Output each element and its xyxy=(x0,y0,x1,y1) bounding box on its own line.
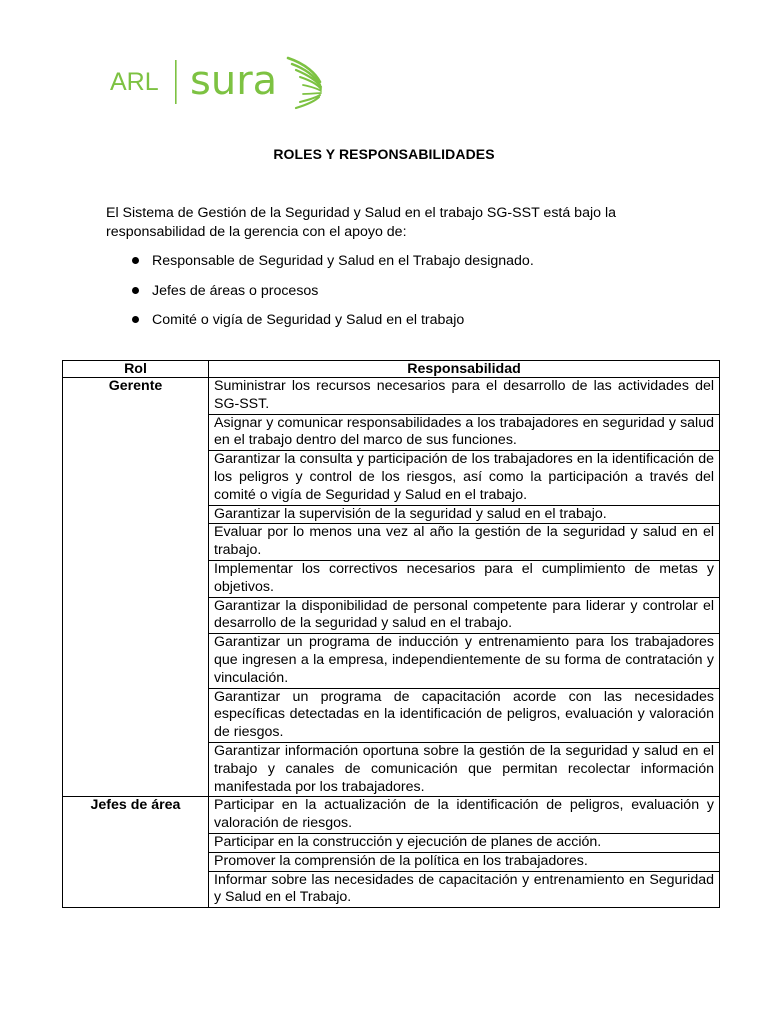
responsibility-cell: Participar en la construcción y ejecución de planes de acción. xyxy=(209,833,720,852)
list-item-text: Responsable de Seguridad y Salud en el Trabajo designado. xyxy=(152,253,534,269)
responsibility-cell: Garantizar la supervisión de la seguridad y salud en el trabajo. xyxy=(209,505,720,524)
responsibility-cell: Garantizar información oportuna sobre la gestión de la seguridad y salud en el trabajo y canales de comunicación que permitan recolectar información manifestada por los trabajadores. xyxy=(209,742,720,796)
responsibility-cell: Evaluar por lo menos una vez al año la gestión de la seguridad y salud en el trabajo. xyxy=(209,524,720,561)
list-item xyxy=(106,311,534,341)
rol-gerente: Gerente xyxy=(63,378,209,797)
support-list xyxy=(106,252,534,341)
intro-paragraph: El Sistema de Gestión de la Seguridad y Salud en el trabajo SG-SST está bajo la responsabilidad de la gerencia con el apoyo de: xyxy=(106,205,616,240)
arl-sura-logo xyxy=(110,50,330,112)
responsibility-cell: Suministrar los recursos necesarios para el desarrollo de las actividades del SG-SST. xyxy=(209,378,720,415)
table-header-row xyxy=(63,361,720,378)
list-item-text: Comité o vigía de Seguridad y Salud en el trabajo xyxy=(152,312,465,328)
responsibility-cell: Implementar los correctivos necesarios para el cumplimiento de metas y objetivos. xyxy=(209,560,720,597)
rol-jefes-de-area: Jefes de área xyxy=(63,797,209,908)
table-row xyxy=(63,797,720,834)
responsibility-cell: Participar en la actualización de la identificación de peligros, evaluación y valoración de riesgos. xyxy=(209,797,720,834)
table-row xyxy=(63,378,720,415)
list-item xyxy=(106,252,534,282)
logo-arl-text: ARL xyxy=(110,68,159,96)
page-title: ROLES Y RESPONSABILIDADES xyxy=(273,146,495,162)
logo-sura-text: sura xyxy=(190,58,278,104)
responsibility-cell: Informar sobre las necesidades de capacitación y entrenamiento en Seguridad y Salud en el Trabajo. xyxy=(209,871,720,908)
header-responsabilidad: Responsabilidad xyxy=(209,361,720,378)
responsibility-cell: Garantizar la disponibilidad de personal competente para liderar y controlar el desarrollo de la seguridad y salud en el trabajo. xyxy=(209,597,720,634)
responsibility-cell: Promover la comprensión de la política en los trabajadores. xyxy=(209,852,720,871)
bullet-icon xyxy=(132,287,139,294)
logo-swoosh-icon xyxy=(288,58,321,108)
responsibility-cell: Garantizar un programa de inducción y entrenamiento para los trabajadores que ingresen a la empresa, independientemente de su forma de contratación y vinculación. xyxy=(209,634,720,688)
roles-table xyxy=(62,360,720,908)
header-rol: Rol xyxy=(63,361,209,378)
logo-divider xyxy=(175,60,177,104)
list-item xyxy=(106,282,534,312)
list-item-text: Jefes de áreas o procesos xyxy=(152,282,319,299)
responsibility-cell: Asignar y comunicar responsabilidades a los trabajadores en seguridad y salud en el trabajo dentro del marco de sus funciones. xyxy=(209,414,720,451)
bullet-icon xyxy=(132,257,139,264)
bullet-icon xyxy=(132,316,139,323)
responsibility-cell: Garantizar la consulta y participación de los trabajadores en la identificación de los peligros y control de los riesgos, así como la participación a través del comité o vigía de Seguridad y Salud en el trabajo. xyxy=(209,451,720,505)
responsibility-cell: Garantizar un programa de capacitación acorde con las necesidades específicas detectadas en la identificación de peligros, evaluación y valoración de riesgos. xyxy=(209,688,720,742)
